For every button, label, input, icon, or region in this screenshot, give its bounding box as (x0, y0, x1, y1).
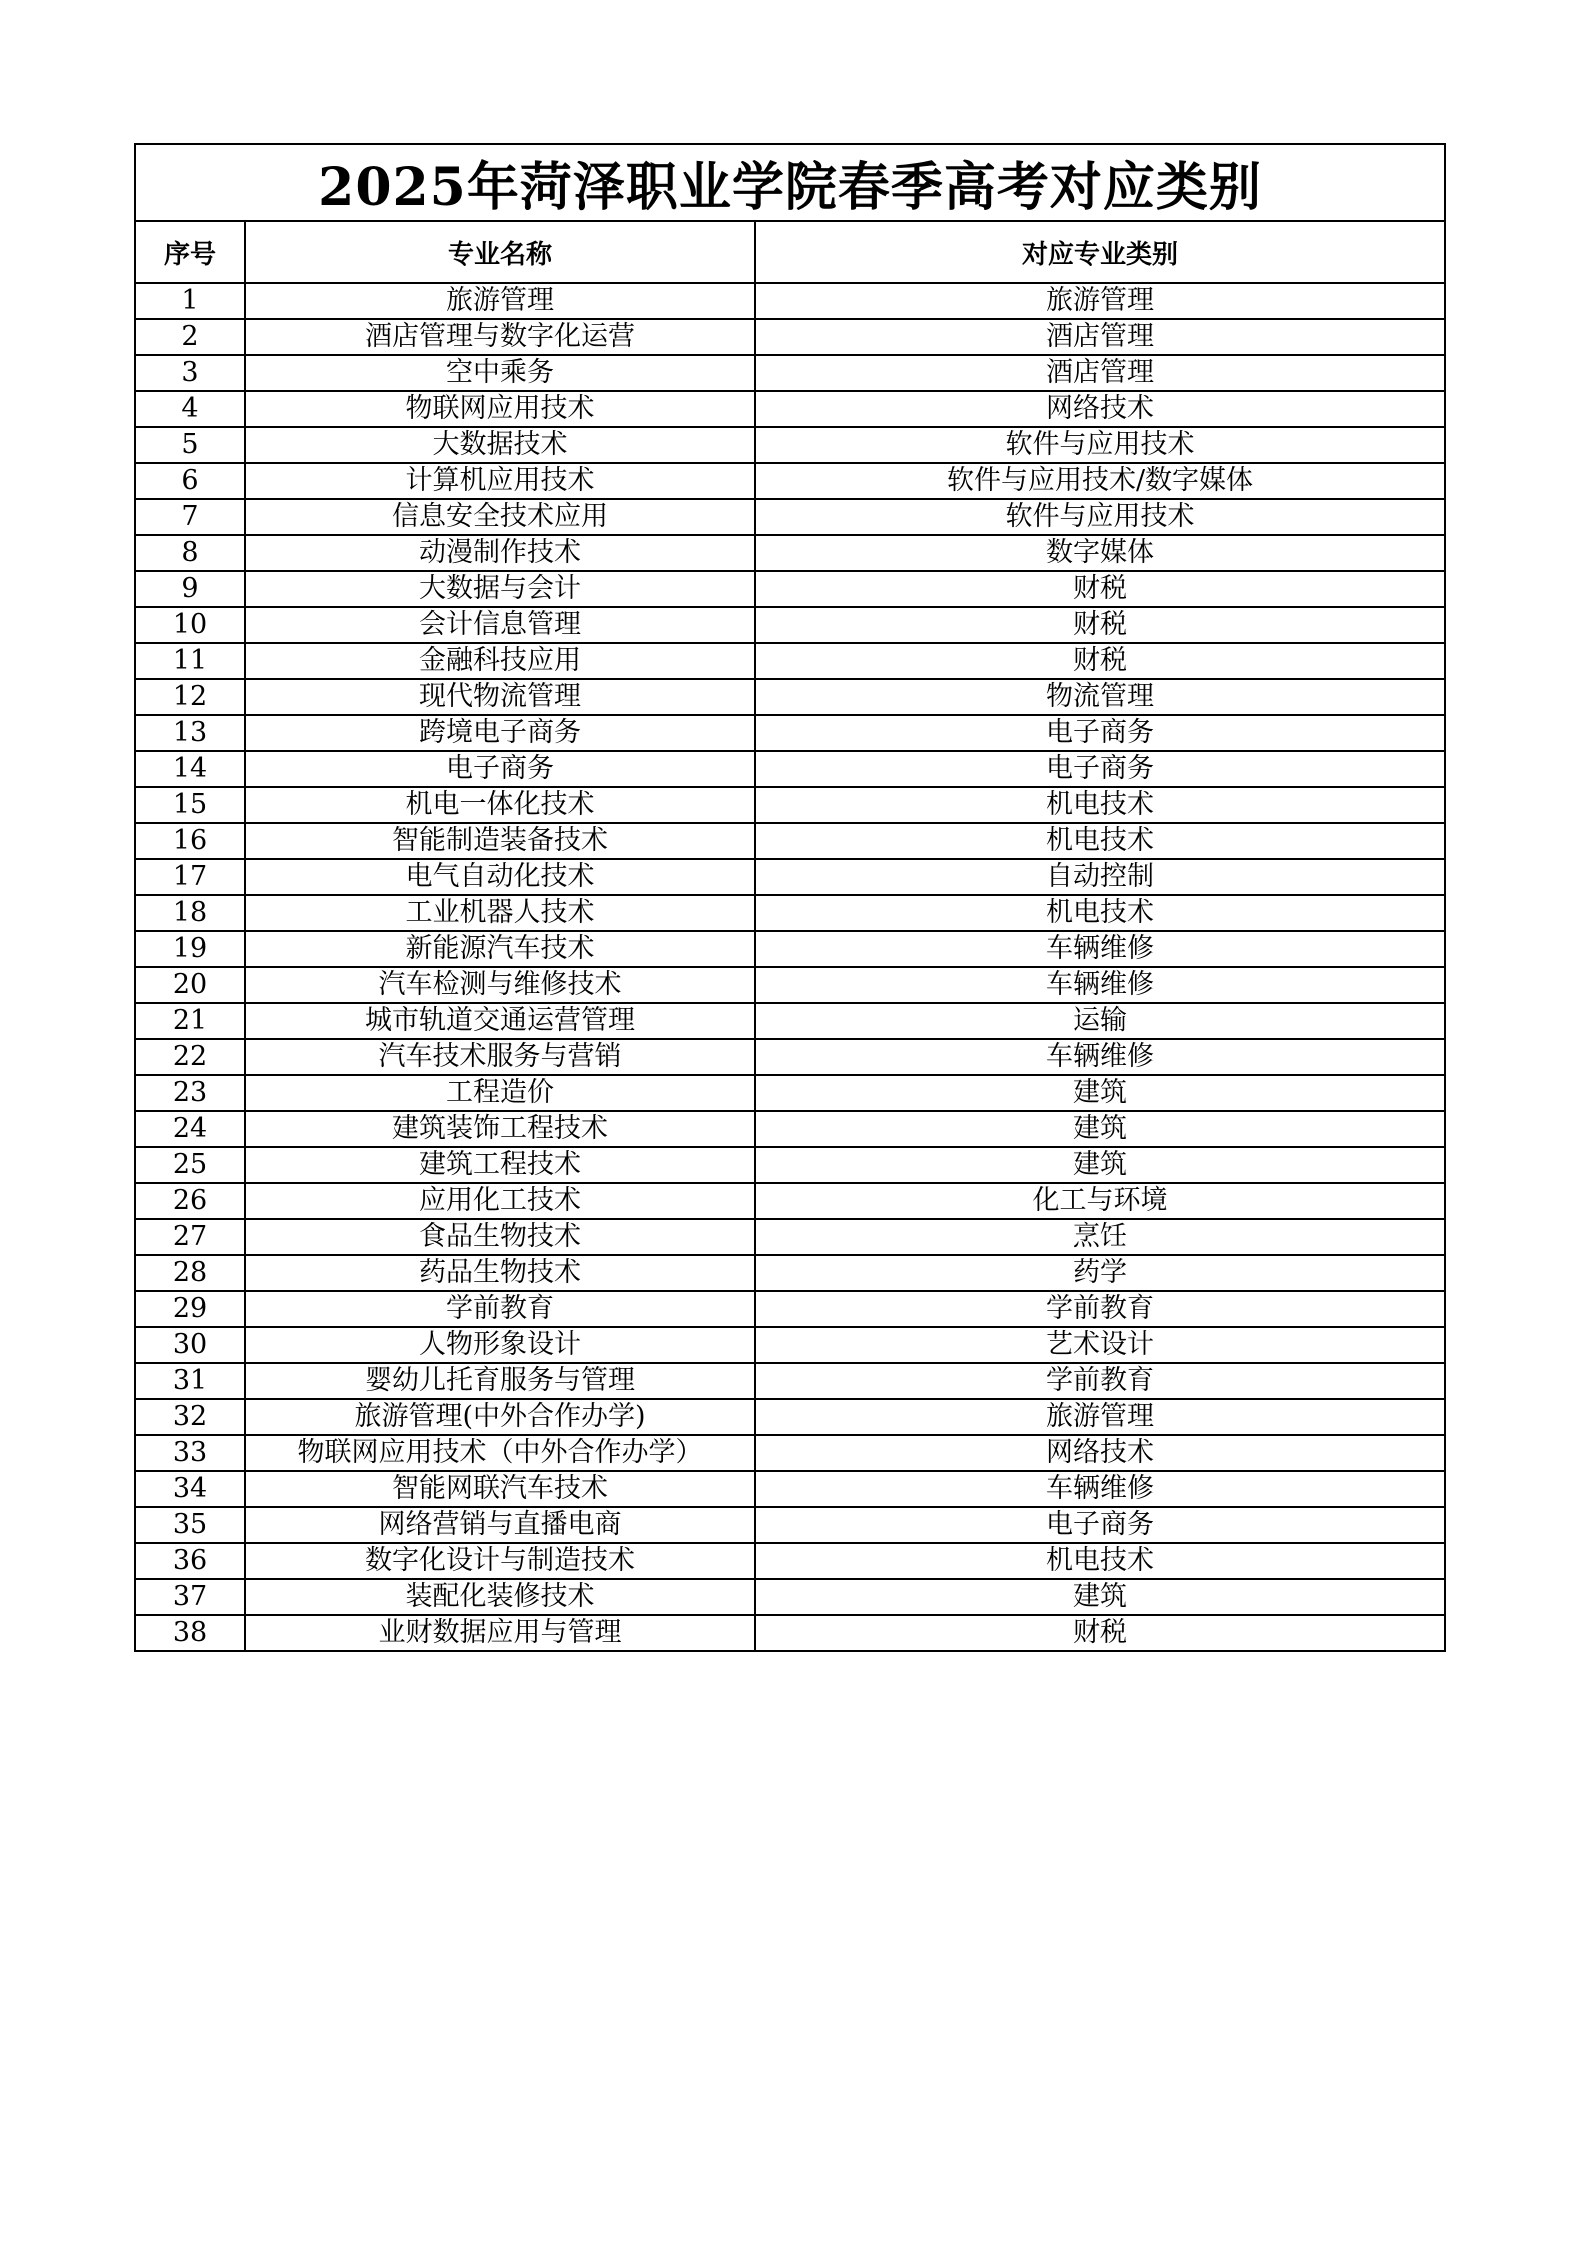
row-category-cell: 电子商务 (755, 1507, 1445, 1543)
row-index-cell: 6 (135, 463, 245, 499)
row-category-cell: 机电技术 (755, 787, 1445, 823)
table-row (135, 499, 1445, 535)
row-index-cell: 22 (135, 1039, 245, 1075)
table-row (135, 1435, 1445, 1471)
row-category-cell: 电子商务 (755, 715, 1445, 751)
table-row (135, 1327, 1445, 1363)
row-index-cell: 13 (135, 715, 245, 751)
row-major-cell: 会计信息管理 (245, 607, 755, 643)
row-index-cell: 18 (135, 895, 245, 931)
row-category-cell: 软件与应用技术/数字媒体 (755, 463, 1445, 499)
row-major-cell: 现代物流管理 (245, 679, 755, 715)
row-major-cell: 学前教育 (245, 1291, 755, 1327)
row-index-cell: 20 (135, 967, 245, 1003)
row-category-cell: 软件与应用技术 (755, 499, 1445, 535)
row-index-cell: 33 (135, 1435, 245, 1471)
table-row (135, 355, 1445, 391)
table-row (135, 535, 1445, 571)
row-index-cell: 37 (135, 1579, 245, 1615)
row-major-cell: 信息安全技术应用 (245, 499, 755, 535)
row-category-cell: 药学 (755, 1255, 1445, 1291)
row-major-cell: 应用化工技术 (245, 1183, 755, 1219)
row-index-cell: 4 (135, 391, 245, 427)
row-major-cell: 人物形象设计 (245, 1327, 755, 1363)
table-row (135, 1291, 1445, 1327)
row-category-cell: 机电技术 (755, 1543, 1445, 1579)
table-title: 2025年菏泽职业学院春季高考对应类别 (135, 144, 1445, 221)
row-major-cell: 计算机应用技术 (245, 463, 755, 499)
spreadsheet-page (134, 143, 1444, 1652)
row-category-cell: 财税 (755, 1615, 1445, 1651)
row-category-cell: 酒店管理 (755, 319, 1445, 355)
row-major-cell: 智能网联汽车技术 (245, 1471, 755, 1507)
row-category-cell: 化工与环境 (755, 1183, 1445, 1219)
table-row (135, 823, 1445, 859)
header-major: 专业名称 (245, 221, 755, 283)
row-major-cell: 装配化装修技术 (245, 1579, 755, 1615)
row-category-cell: 软件与应用技术 (755, 427, 1445, 463)
row-category-cell: 学前教育 (755, 1363, 1445, 1399)
row-category-cell: 运输 (755, 1003, 1445, 1039)
row-index-cell: 8 (135, 535, 245, 571)
row-major-cell: 旅游管理(中外合作办学) (245, 1399, 755, 1435)
row-category-cell: 车辆维修 (755, 1471, 1445, 1507)
row-index-cell: 30 (135, 1327, 245, 1363)
table-row (135, 1219, 1445, 1255)
row-index-cell: 14 (135, 751, 245, 787)
row-major-cell: 网络营销与直播电商 (245, 1507, 755, 1543)
row-index-cell: 11 (135, 643, 245, 679)
row-index-cell: 9 (135, 571, 245, 607)
table-row (135, 1255, 1445, 1291)
table-row (135, 1039, 1445, 1075)
row-category-cell: 数字媒体 (755, 535, 1445, 571)
row-index-cell: 21 (135, 1003, 245, 1039)
table-row (135, 607, 1445, 643)
table-row (135, 1399, 1445, 1435)
table-row (135, 427, 1445, 463)
table-row (135, 319, 1445, 355)
table-row (135, 751, 1445, 787)
row-major-cell: 建筑工程技术 (245, 1147, 755, 1183)
table-row (135, 1579, 1445, 1615)
row-major-cell: 智能制造装备技术 (245, 823, 755, 859)
table-row (135, 859, 1445, 895)
row-index-cell: 10 (135, 607, 245, 643)
row-category-cell: 车辆维修 (755, 931, 1445, 967)
row-major-cell: 跨境电子商务 (245, 715, 755, 751)
table-row (135, 787, 1445, 823)
admission-category-table (134, 143, 1446, 1652)
row-major-cell: 物联网应用技术 (245, 391, 755, 427)
row-index-cell: 36 (135, 1543, 245, 1579)
row-category-cell: 车辆维修 (755, 1039, 1445, 1075)
row-index-cell: 35 (135, 1507, 245, 1543)
row-major-cell: 电气自动化技术 (245, 859, 755, 895)
table-body (135, 283, 1445, 1651)
row-index-cell: 1 (135, 283, 245, 319)
row-major-cell: 婴幼儿托育服务与管理 (245, 1363, 755, 1399)
row-major-cell: 新能源汽车技术 (245, 931, 755, 967)
row-index-cell: 28 (135, 1255, 245, 1291)
row-index-cell: 24 (135, 1111, 245, 1147)
table-row (135, 1147, 1445, 1183)
row-category-cell: 建筑 (755, 1111, 1445, 1147)
table-row (135, 1615, 1445, 1651)
table-row (135, 1183, 1445, 1219)
row-major-cell: 动漫制作技术 (245, 535, 755, 571)
row-category-cell: 艺术设计 (755, 1327, 1445, 1363)
row-index-cell: 29 (135, 1291, 245, 1327)
header-category: 对应专业类别 (755, 221, 1445, 283)
row-category-cell: 建筑 (755, 1075, 1445, 1111)
row-index-cell: 32 (135, 1399, 245, 1435)
row-category-cell: 自动控制 (755, 859, 1445, 895)
row-category-cell: 旅游管理 (755, 1399, 1445, 1435)
row-index-cell: 3 (135, 355, 245, 391)
row-category-cell: 机电技术 (755, 895, 1445, 931)
row-index-cell: 5 (135, 427, 245, 463)
row-category-cell: 财税 (755, 643, 1445, 679)
row-category-cell: 学前教育 (755, 1291, 1445, 1327)
table-row (135, 679, 1445, 715)
row-major-cell: 大数据与会计 (245, 571, 755, 607)
table-row (135, 1471, 1445, 1507)
row-index-cell: 23 (135, 1075, 245, 1111)
row-index-cell: 2 (135, 319, 245, 355)
row-major-cell: 酒店管理与数字化运营 (245, 319, 755, 355)
row-major-cell: 业财数据应用与管理 (245, 1615, 755, 1651)
row-major-cell: 金融科技应用 (245, 643, 755, 679)
table-row (135, 391, 1445, 427)
row-major-cell: 物联网应用技术（中外合作办学） (245, 1435, 755, 1471)
table-row (135, 1363, 1445, 1399)
row-index-cell: 34 (135, 1471, 245, 1507)
row-major-cell: 旅游管理 (245, 283, 755, 319)
row-index-cell: 15 (135, 787, 245, 823)
table-row (135, 1075, 1445, 1111)
row-index-cell: 26 (135, 1183, 245, 1219)
row-category-cell: 网络技术 (755, 391, 1445, 427)
row-index-cell: 25 (135, 1147, 245, 1183)
row-index-cell: 12 (135, 679, 245, 715)
row-category-cell: 旅游管理 (755, 283, 1445, 319)
row-major-cell: 建筑装饰工程技术 (245, 1111, 755, 1147)
row-index-cell: 17 (135, 859, 245, 895)
row-major-cell: 电子商务 (245, 751, 755, 787)
row-major-cell: 机电一体化技术 (245, 787, 755, 823)
row-major-cell: 数字化设计与制造技术 (245, 1543, 755, 1579)
row-major-cell: 食品生物技术 (245, 1219, 755, 1255)
row-index-cell: 16 (135, 823, 245, 859)
row-major-cell: 工业机器人技术 (245, 895, 755, 931)
table-row (135, 463, 1445, 499)
row-major-cell: 空中乘务 (245, 355, 755, 391)
row-category-cell: 烹饪 (755, 1219, 1445, 1255)
row-category-cell: 机电技术 (755, 823, 1445, 859)
table-row (135, 1543, 1445, 1579)
row-major-cell: 大数据技术 (245, 427, 755, 463)
row-major-cell: 药品生物技术 (245, 1255, 755, 1291)
row-index-cell: 19 (135, 931, 245, 967)
table-row (135, 1003, 1445, 1039)
row-major-cell: 汽车技术服务与营销 (245, 1039, 755, 1075)
table-row (135, 571, 1445, 607)
row-category-cell: 网络技术 (755, 1435, 1445, 1471)
header-row (135, 221, 1445, 283)
row-index-cell: 27 (135, 1219, 245, 1255)
row-category-cell: 财税 (755, 571, 1445, 607)
table-row (135, 967, 1445, 1003)
row-category-cell: 建筑 (755, 1147, 1445, 1183)
row-category-cell: 财税 (755, 607, 1445, 643)
row-category-cell: 电子商务 (755, 751, 1445, 787)
title-row (135, 144, 1445, 221)
row-major-cell: 汽车检测与维修技术 (245, 967, 755, 1003)
row-index-cell: 38 (135, 1615, 245, 1651)
row-index-cell: 7 (135, 499, 245, 535)
table-row (135, 715, 1445, 751)
table-row (135, 1507, 1445, 1543)
table-row (135, 895, 1445, 931)
table-row (135, 283, 1445, 319)
row-category-cell: 车辆维修 (755, 967, 1445, 1003)
table-row (135, 1111, 1445, 1147)
row-index-cell: 31 (135, 1363, 245, 1399)
table-row (135, 931, 1445, 967)
table-row (135, 643, 1445, 679)
row-category-cell: 酒店管理 (755, 355, 1445, 391)
row-major-cell: 工程造价 (245, 1075, 755, 1111)
row-category-cell: 建筑 (755, 1579, 1445, 1615)
header-index: 序号 (135, 221, 245, 283)
row-category-cell: 物流管理 (755, 679, 1445, 715)
row-major-cell: 城市轨道交通运营管理 (245, 1003, 755, 1039)
